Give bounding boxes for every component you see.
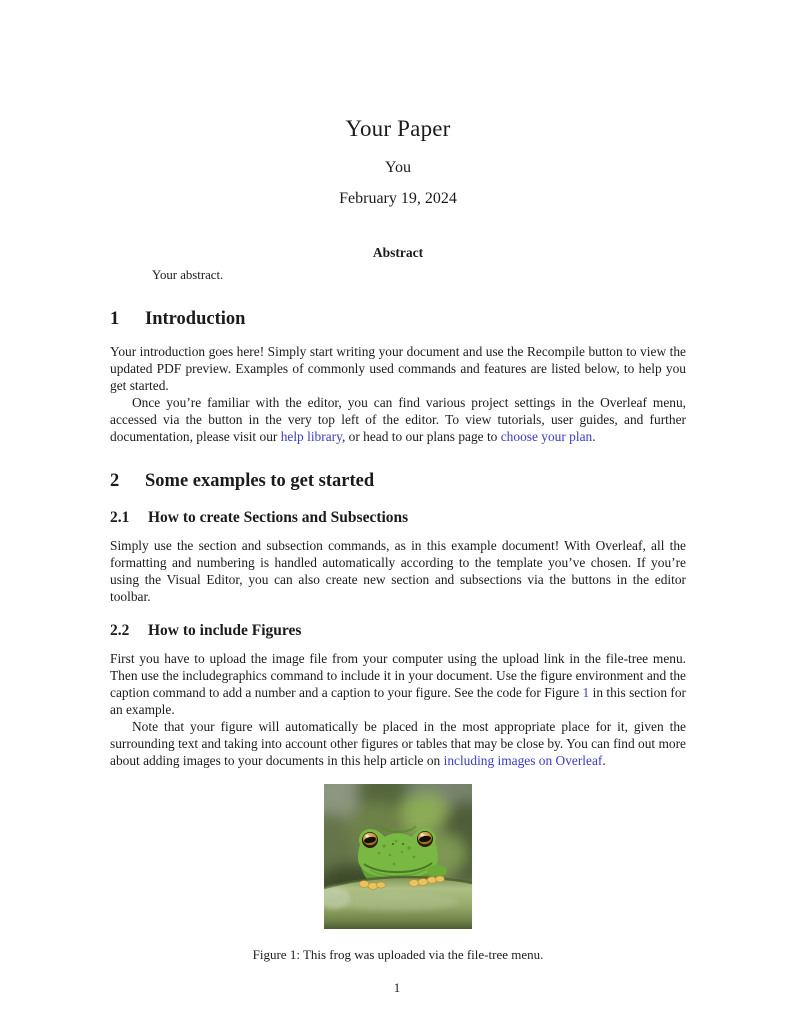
subsection-2-2-title: How to include Figures (148, 622, 302, 639)
subsection-2-1-number: 2.1 (110, 509, 130, 526)
intro-paragraph-2-text-3: . (592, 429, 596, 444)
subsection-2-2-paragraph-1 (110, 650, 686, 718)
subsection-2-2-paragraph-1-text-2: in this section for an example. (110, 685, 686, 717)
subsection-2-2-paragraph-1-text-1: First you have to upload the image file from your computer using the upload link in the file-tree menu. Then use the includegraphics command to include it in your document. Use the figure environment and the caption command to add a number and a caption to your figure. See the code for Figure (110, 651, 686, 700)
subsection-2-2-paragraph-2-text-1: Note that your figure will automatically be placed in the most appropriate place for it, given the surrounding text and taking into account other figures or tables that may be close by. You can find out more about adding images to your documents in this help article on (110, 719, 686, 768)
help-library-link[interactable]: help library (280, 429, 342, 444)
section-2-title: Some examples to get started (145, 471, 375, 491)
abstract-body: Your abstract. (152, 268, 224, 282)
abstract-heading: Abstract (372, 245, 424, 260)
choose-your-plan-link[interactable]: choose your plan (500, 429, 593, 444)
intro-paragraph-1-text: Your introduction goes here! Simply start writing your document and use the Recompile button to view the updated PDF preview. Examples of commonly used commands and features are listed below, to help you get started. (110, 344, 686, 393)
paper-author: You (385, 159, 411, 176)
figure-caption: Figure 1: This frog was uploaded via the file-tree menu. (252, 947, 544, 962)
subsection-2-1-heading (110, 509, 686, 527)
page-number: 1 (393, 980, 401, 995)
section-2-heading (110, 471, 686, 492)
section-1-heading (110, 309, 686, 330)
intro-paragraph-1 (110, 343, 686, 394)
frog-photo-image (324, 784, 472, 934)
subsection-2-1-paragraph (110, 537, 686, 605)
subsection-2-1-title: How to create Sections and Subsections (148, 509, 409, 526)
paper-title: Your Paper (345, 116, 451, 141)
figure-1-ref-link[interactable]: 1 (582, 685, 590, 700)
intro-paragraph-2 (110, 394, 686, 445)
frog-figure (110, 784, 686, 963)
subsection-2-2-paragraph-2-text-2: . (602, 753, 606, 768)
section-1-title: Introduction (145, 309, 246, 329)
including-images-link[interactable]: including images on Overleaf (443, 753, 603, 768)
section-2-number: 2 (110, 471, 120, 491)
section-1-number: 1 (110, 309, 120, 329)
paper-date: February 19, 2024 (339, 190, 457, 207)
subsection-2-2-paragraph-2 (110, 718, 686, 769)
subsection-2-2-heading (110, 622, 686, 640)
intro-paragraph-2-text-2: , or head to our plans page to (341, 429, 501, 444)
intro-paragraph-2-text-1: Once you’re familiar with the editor, you can find various project settings in the Overleaf menu, accessed via the button in the very top left of the editor. To view tutorials, user guides, and further documentation, please visit our (110, 395, 686, 444)
page-content (110, 0, 686, 963)
subsection-2-1-paragraph-text: Simply use the section and subsection commands, as in this example document! With Overleaf, all the formatting and numbering is handled automatically according to the template you’ve chosen. If you’re using the Visual Editor, you can also create new section and subsections via the buttons in the editor toolbar. (110, 538, 686, 604)
subsection-2-2-number: 2.2 (110, 622, 130, 639)
